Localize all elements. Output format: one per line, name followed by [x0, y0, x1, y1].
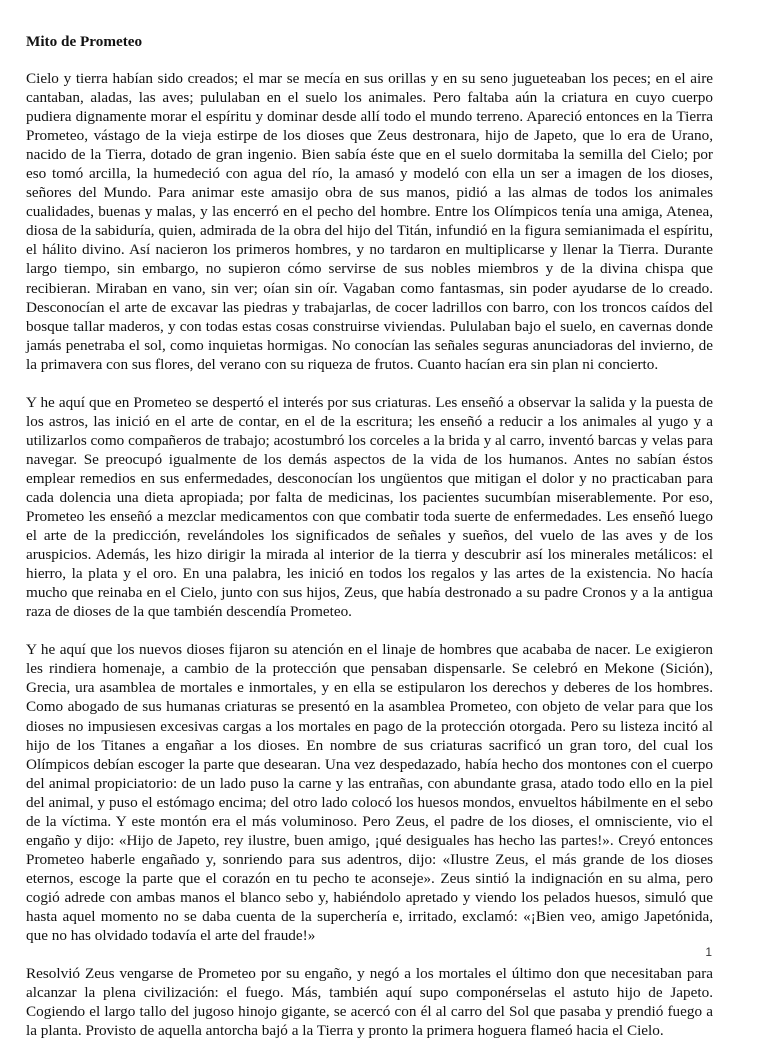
page-number: 1: [705, 945, 712, 959]
document-title: Mito de Prometeo: [26, 33, 143, 50]
paragraph-fire: Resolvió Zeus vengarse de Prometeo por su engaño, y negó a los mortales el último don que necesitaban para alcanzar la plena civilización: el fuego. Más, también aquí supo componérselas el astuto hijo de Japeto. Cogiendo el largo tallo del jugoso hinojo gigante, se acercó con él al carro del Sol que pasaba y prendió fuego a la planta. Provisto de aquella antorcha bajó a la Tierra y pronto la primera hoguera flameó hacia el Cielo.: [26, 965, 713, 1040]
paragraph-teachings: Y he aquí que en Prometeo se despertó el interés por sus criaturas. Les enseñó a observar la salida y la puesta de los astros, las inició en el arte de contar, en el de la escritura; les enseñó a reducir a los animales al yugo y a utilizarlos como compañeros de trabajo; acostumbró los corceles a la brida y al carro, inventó barcas y velas para navegar. Se preocupó igualmente de los demás aspectos de la vida de los humanos. Antes no sabían éstos emplear remedios en sus enfermedades, desconocían los ungüentos que mitigan el dolor y no practicaban para cada dolencia una dieta apropiada; por falta de medicinas, los pacientes sucumbían miserablemente. Por eso, Prometeo les enseñó a mezclar medicamentos con que combatir toda suerte de enfermedades. Les enseñó luego el arte de la predicción, revelándoles los significados de señales y sueños, del vuelo de las aves y de los aruspicios. Además, les hizo dirigir la mirada al interior de la tierra y descubrir así los minerales metálicos: el hierro, la plata y el oro. En una palabra, les inició en todos los regalos y las artes de la existencia. No hacía mucho que reinaba en el Cielo, junto con sus hijos, Zeus, que había destronado a su padre Cronos y a la antigua raza de dioses de la que también descendía Prometeo.: [26, 393, 713, 621]
document-page: [26, 32, 713, 1059]
paragraph-mekone: Y he aquí que los nuevos dioses fijaron su atención en el linaje de hombres que acababa de nacer. Le exigieron les rindiera homenaje, a cambio de la protección que pensaban dispensarle. Se celebró en Mekone (Sición), Grecia, ura asamblea de mortales e inmortales, y en ella se estipularon los derechos y deberes de los hombres. Como abogado de sus humanas criaturas se presentó en la asamblea Prometeo, con objeto de velar para que los dioses no impusiesen excesivas cargas a los mortales en pago de la protección otorgada. Pero su listeza incitó al hijo de los Titanes a engañar a los dioses. En nombre de sus criaturas sacrificó un gran toro, del cual los Olímpicos debían escoger la parte que desearan. Una vez despedazado, había hecho dos montones con el cuerpo del animal propiciatorio: de un lado puso la carne y las entrañas, con abundante grasa, atado todo ello en la piel del animal, y puso el estómago encima; del otro lado colocó los huesos mondos, envueltos hábilmente en el sebo de la víctima. Y este montón era el más voluminoso. Pero Zeus, el padre de los dioses, el omnisciente, vio el engaño y dijo: «Hijo de Japeto, rey ilustre, buen amigo, ¡qué desiguales has hecho las partes!». Creyó entonces Prometeo haberle engañado y, sonriendo para sus adentros, dijo: «Ilustre Zeus, el más grande de los dioses eternos, escoge la parte que el corazón en tu pecho te aconseje». Zeus sintió la indignación en su alma, pero cogió adrede con ambas manos el blanco sebo y, habiéndolo apretado y viendo los pelados huesos, simuló que hasta aquel momento no se daba cuenta de la superchería e, irritado, exclamó: «¡Bien veo, amigo Japetónida, que no has olvidado todavía el arte del fraude!»: [26, 641, 713, 945]
paragraph-creation: Cielo y tierra habían sido creados; el mar se mecía en sus orillas y en su seno jugueteaban los peces; en el aire cantaban, aladas, las aves; pululaban en el suelo los animales. Pero faltaba aún la criatura en cuyo cuerpo pudiera dignamente morar el espíritu y dominar desde allí todo el mundo terreno. Apareció entonces en la Tierra Prometeo, vástago de la vieja estirpe de los dioses que Zeus destronara, hijo de Japeto, que lo era de Urano, nacido de la Tierra, dotado de gran ingenio. Bien sabía éste que en el suelo dormitaba la semilla del Cielo; por eso tomó arcilla, la humedeció con agua del río, la amasó y modeló con ella un ser a imagen de los dioses, señores del Mundo. Para animar este amasijo obra de sus manos, pidió a las almas de todos los animales cualidades, buenas y malas, y las encerró en el pecho del hombre. Entre los Olímpicos tenía una amiga, Atenea, diosa de la sabiduría, quien, admirada de la obra del hijo del Titán, infundió en la figura semianimada el espíritu, el hálito divino. Así nacieron los primeros hombres, y no tardaron en multiplicarse y llenar la Tierra. Durante largo tiempo, sin embargo, no supieron cómo servirse de sus nobles miembros y de la divina chispa que recibieran. Miraban en vano, sin ver; oían sin oír. Vagaban como fantasmas, sin poder ayudarse de lo creado. Desconocían el arte de excavar las piedras y trabajarlas, de cocer ladrillos con barro, con los troncos caídos del bosque tallar maderos, y con todas estas cosas construirse viviendas. Pululaban bajo el suelo, en cavernas donde jamás penetraba el sol, como inquietas hormigas. No conocían las señales seguras anunciadoras del invierno, de la primavera con sus flores, del verano con su riqueza de frutos. Cuanto hacían era sin plan ni concierto.: [26, 70, 713, 373]
